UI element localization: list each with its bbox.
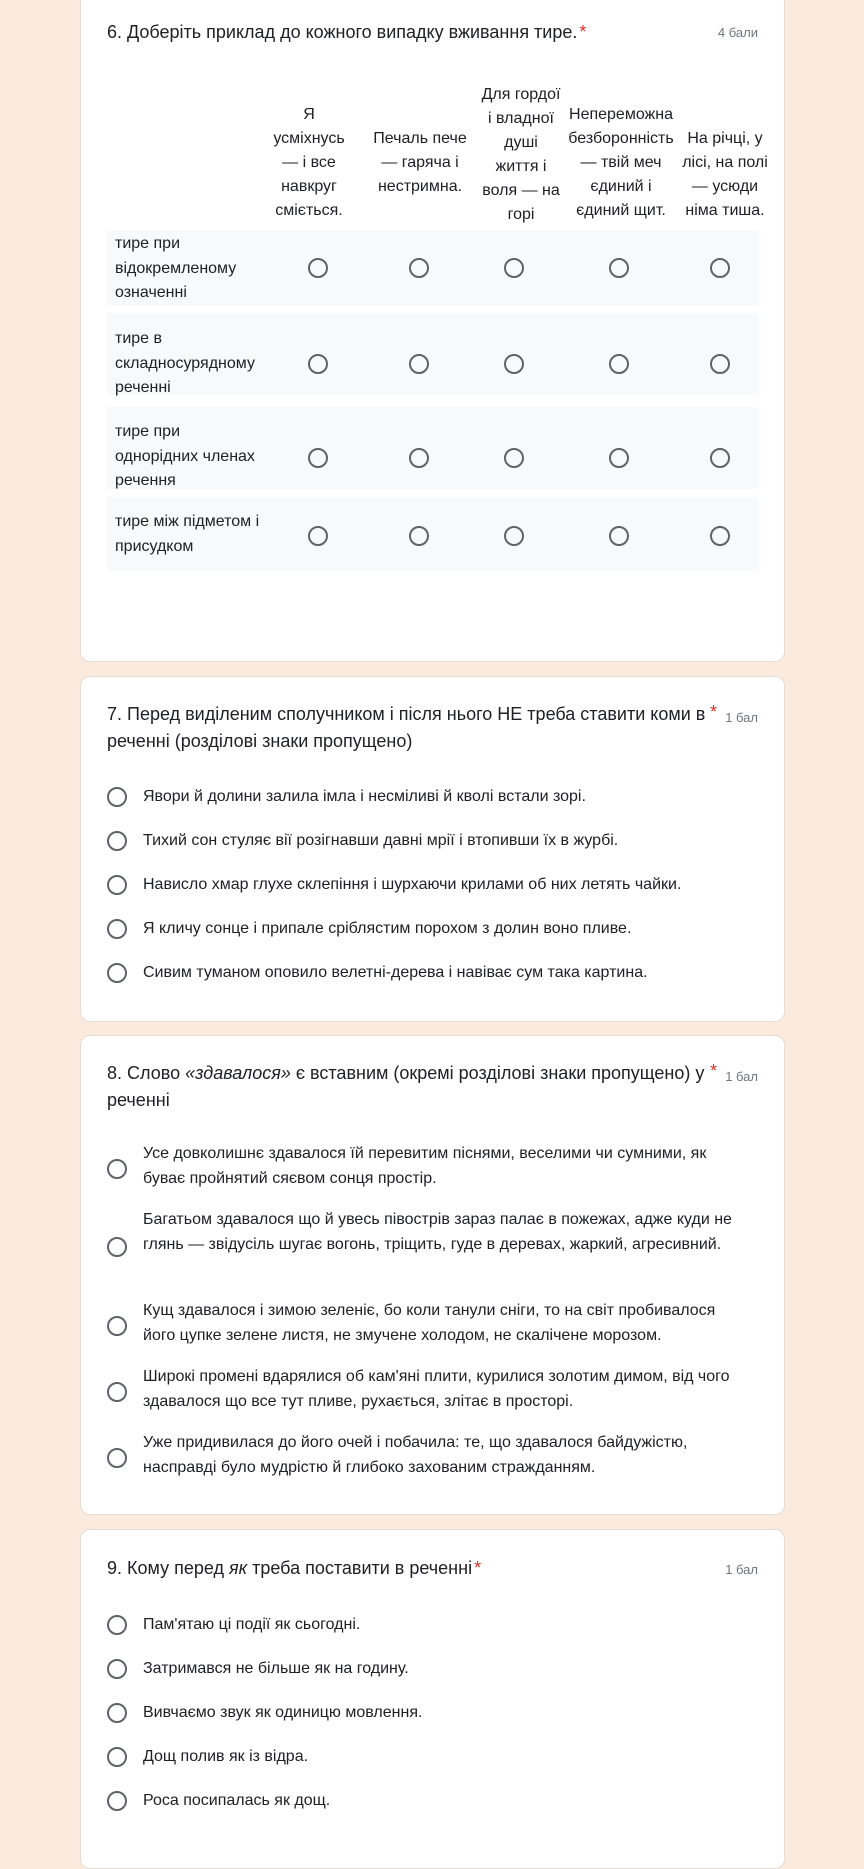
q8-option-3-radio[interactable] xyxy=(107,1316,127,1336)
grid-row-label: тире між підметом і присудком xyxy=(115,513,260,555)
q9-option-3-label[interactable]: Вивчаємо звук як одиницю мовлення. xyxy=(143,1704,423,1721)
q7-option-4-label[interactable]: Я кличу сонце і припале сріблястим порохом з долин воно пливе. xyxy=(143,920,632,937)
question-7-points: 1 бал xyxy=(725,710,758,725)
q8-option-1-radio[interactable] xyxy=(107,1159,127,1179)
grid-radio-r3-c3[interactable] xyxy=(504,448,524,468)
grid-radio-r4-c1[interactable] xyxy=(308,526,328,546)
grid-row-label: тире в складносурядному реченні xyxy=(115,330,255,396)
grid-row-label: тире при однорідних членах речення xyxy=(115,423,255,489)
grid-column-header-5: На річці, у лісі, на полі — усюди німа тиша. xyxy=(682,130,768,219)
grid-radio-r2-c2[interactable] xyxy=(409,354,429,374)
q7-option-5[interactable] xyxy=(107,961,757,985)
question-9-title-keyword: як xyxy=(228,1558,248,1578)
q8-option-4[interactable] xyxy=(107,1365,757,1415)
grid-radio-r4-c5[interactable] xyxy=(710,526,730,546)
q9-option-4-label[interactable]: Дощ полив як із відра. xyxy=(143,1748,309,1765)
question-8-title-keyword: «здавалося» xyxy=(185,1063,291,1083)
grid-radio-r2-c1[interactable] xyxy=(308,354,328,374)
grid-radio-r4-c2[interactable] xyxy=(409,526,429,546)
q7-option-1[interactable] xyxy=(107,785,757,809)
question-6-card xyxy=(80,0,785,662)
q9-option-3-radio[interactable] xyxy=(107,1703,127,1723)
question-7-card xyxy=(80,676,785,1022)
q7-option-3-radio[interactable] xyxy=(107,875,127,895)
grid-radio-r3-c2[interactable] xyxy=(409,448,429,468)
q9-option-2-radio[interactable] xyxy=(107,1659,127,1679)
question-8-points: 1 бал xyxy=(725,1069,758,1084)
q8-option-3[interactable] xyxy=(107,1299,757,1349)
q7-option-1-label[interactable]: Явори й долини залила імла і несміливі й кволі встали зорі. xyxy=(143,788,586,805)
q9-option-2-label[interactable]: Затримався не більше як на годину. xyxy=(143,1660,409,1677)
grid-radio-r1-c4[interactable] xyxy=(609,258,629,278)
q7-option-3[interactable] xyxy=(107,873,757,897)
grid-column-header-3: Для гордої і владної душі життя і воля — на горі xyxy=(481,86,561,223)
question-9-card xyxy=(80,1529,785,1869)
q8-option-1[interactable] xyxy=(107,1142,757,1192)
grid-radio-r2-c5[interactable] xyxy=(710,354,730,374)
q9-option-1[interactable] xyxy=(107,1613,757,1637)
required-marker: * xyxy=(710,1061,718,1081)
q7-option-2-radio[interactable] xyxy=(107,831,127,851)
q7-option-5-label[interactable]: Сивим туманом оповило велетні-дерева і навіває сум така картина. xyxy=(143,964,648,981)
grid-row-label: тире при відокремленому означенні xyxy=(115,235,237,301)
q9-option-4-radio[interactable] xyxy=(107,1747,127,1767)
question-6-title-text: 6. Доберіть приклад до кожного випадку вживання тире. xyxy=(107,22,578,42)
q8-option-3-label[interactable]: Кущ здавалося і зимою зеленіє, бо коли танули сніги, то на світ пробивалося його цупке зелене листя, не змучене холодом, не скалічене морозом. xyxy=(143,1302,716,1344)
grid-radio-r2-c3[interactable] xyxy=(504,354,524,374)
question-9-points: 1 бал xyxy=(725,1562,758,1577)
q7-option-4[interactable] xyxy=(107,917,757,941)
q8-option-2[interactable] xyxy=(107,1208,757,1282)
q8-option-5[interactable] xyxy=(107,1431,757,1481)
grid-row-1 xyxy=(107,230,759,306)
q9-option-3[interactable] xyxy=(107,1701,757,1725)
question-6-title xyxy=(107,19,586,46)
question-8-title: 8. Слово «здавалося» є вставним (окремі розділові знаки пропущено) у реченні xyxy=(107,1063,705,1110)
q7-option-4-radio[interactable] xyxy=(107,919,127,939)
q8-option-2-label[interactable]: Багатьом здавалося що й увесь півострів зараз палає в пожежах, адже куди не глянь — звідусіль шугає вогонь, тріщить, гуде в деревах, жаркий, агресивний. xyxy=(143,1211,732,1253)
q9-option-2[interactable] xyxy=(107,1657,757,1681)
grid-radio-r3-c4[interactable] xyxy=(609,448,629,468)
q7-option-2[interactable] xyxy=(107,829,757,853)
q7-option-1-radio[interactable] xyxy=(107,787,127,807)
grid-row-4 xyxy=(107,497,759,571)
grid-radio-r4-c3[interactable] xyxy=(504,526,524,546)
q8-option-2-radio[interactable] xyxy=(107,1237,127,1257)
grid-radio-r3-c5[interactable] xyxy=(710,448,730,468)
q7-option-5-radio[interactable] xyxy=(107,963,127,983)
grid-radio-r1-c3[interactable] xyxy=(504,258,524,278)
required-marker: * xyxy=(474,1558,482,1578)
q9-option-1-radio[interactable] xyxy=(107,1615,127,1635)
grid-column-header-1: Я усміхнусь — і все навкруг сміється. xyxy=(273,106,345,219)
grid-radio-r1-c5[interactable] xyxy=(710,258,730,278)
question-6-points: 4 бали xyxy=(717,25,758,40)
grid-radio-r1-c2[interactable] xyxy=(409,258,429,278)
q7-option-2-label[interactable]: Тихий сон стуляє вії розігнавши давні мрії і втопивши їх в журбі. xyxy=(143,832,619,849)
q8-option-5-radio[interactable] xyxy=(107,1448,127,1468)
required-marker: * xyxy=(579,22,587,42)
question-8-card xyxy=(80,1035,785,1515)
q9-option-5-radio[interactable] xyxy=(107,1791,127,1811)
required-marker: * xyxy=(710,702,718,722)
q9-option-5-label[interactable]: Роса посипалась як дощ. xyxy=(143,1792,331,1809)
q9-option-5[interactable] xyxy=(107,1789,757,1813)
grid-radio-r4-c4[interactable] xyxy=(609,526,629,546)
grid-radio-r3-c1[interactable] xyxy=(308,448,328,468)
q9-option-1-label[interactable]: Пам'ятаю ці події як сьогодні. xyxy=(143,1616,361,1633)
grid-radio-r1-c1[interactable] xyxy=(308,258,328,278)
question-9-title: 9. Кому перед як треба поставити в реченні * xyxy=(107,1558,482,1578)
q8-option-4-radio[interactable] xyxy=(107,1382,127,1402)
grid-column-header-2: Печаль пече — гаряча і нестримна. xyxy=(373,130,467,195)
grid-radio-r2-c4[interactable] xyxy=(609,354,629,374)
q8-option-4-label[interactable]: Широкі промені вдарялися об кам'яні плити, курилися золотим димом, від чого здавалося що все тут пливе, рухається, злітає в просторі. xyxy=(143,1368,730,1410)
grid-row-2 xyxy=(107,313,759,395)
question-7-title: 7. Перед виділеним сполучником і після нього НЕ треба ставити коми в реченні (розділові знаки пропущено) xyxy=(107,704,706,751)
grid-column-header-4: Непереможна безборонність — твій меч єдиний і єдиний щит. xyxy=(568,106,674,219)
q8-option-5-label[interactable]: Уже придивилася до його очей і побачила: те, що здавалося байдужістю, насправді було мудрістю й глибоко захованим стражданням. xyxy=(143,1434,688,1476)
q8-option-1-label[interactable]: Усе довколишнє здавалося їй перевитим піснями, веселими чи сумними, як буває пройнятий сяєвом сонця простір. xyxy=(143,1145,707,1187)
q7-option-3-label[interactable]: Нависло хмар глухе склепіння і шурхаючи крилами об них летять чайки. xyxy=(143,876,682,893)
grid-row-3 xyxy=(107,407,759,489)
q9-option-4[interactable] xyxy=(107,1745,757,1769)
